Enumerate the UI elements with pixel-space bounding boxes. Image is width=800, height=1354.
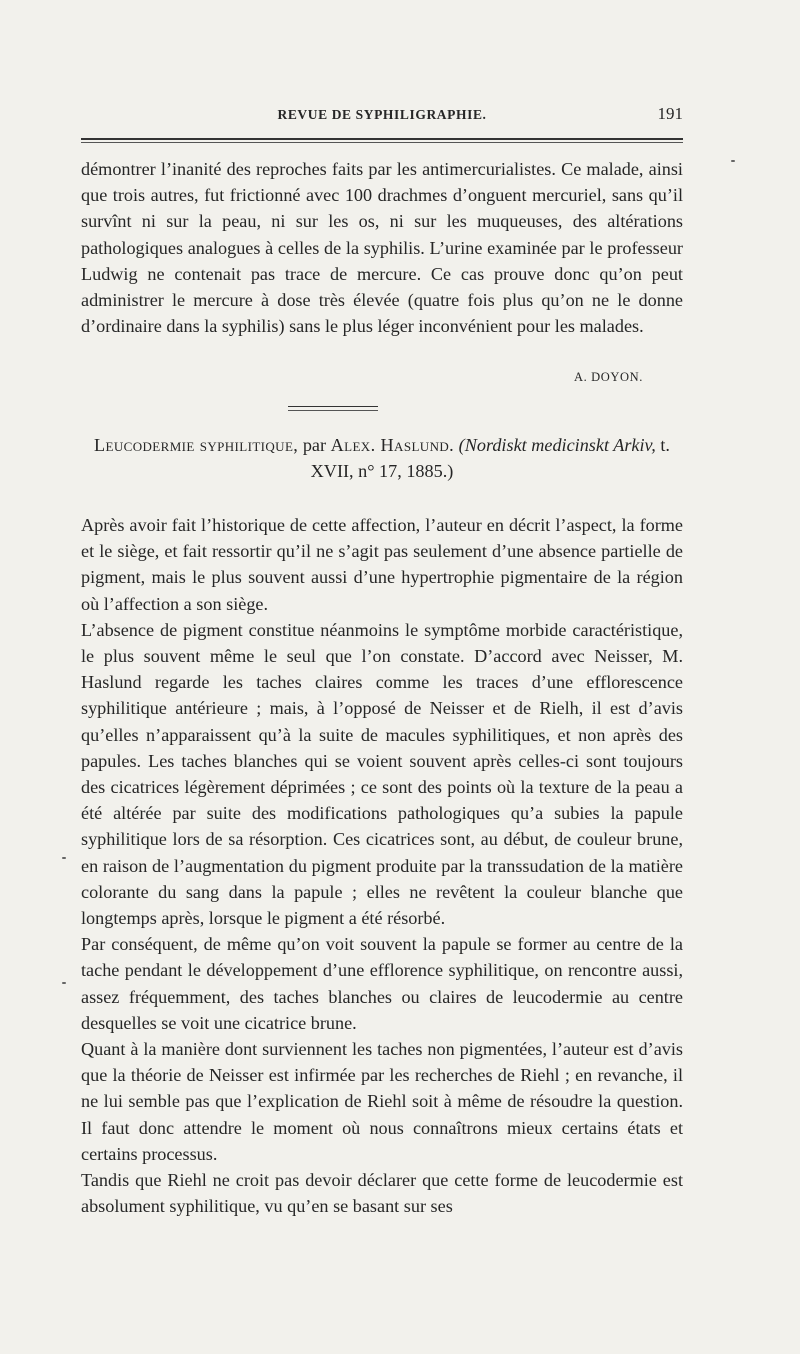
paragraph: démontrer l’inanité des reproches faits par les antimercurialistes. Ce malade, ainsi que trois autres, fut frictionné avec 100 drachmes d’onguent mercuriel, sans qu’il survînt ni sur la peau, ni sur les os, ni sur les muqueuses, des altérations pathologiques analogues à celles de la syphilis. L’urine examinée par le professeur Ludwig ne contenait pas trace de mercure. Ce cas prouve donc qu’on peut administrer le mercure à dose très élevée (quatre fois plus qu’on ne le donne d’ordinaire dans la syphilis) sans le plus léger inconvénient pour les malades. [81,159,683,337]
section-separator [288,406,378,407]
author-signature: A. DOYON. [574,370,643,384]
article-source-journal: (Nordiskt medicinskt Arkiv, [458,435,656,455]
article-title [81,432,683,484]
header-rule [81,138,683,140]
article-body [81,512,683,1219]
margin-speck [731,160,735,162]
running-title: REVUE DE SYPHILIGRAPHIE. [277,107,487,122]
paragraph: Tandis que Riehl ne croit pas devoir déclarer que cette forme de leucodermie est absolument syphilitique, vu qu’en se basant sur ses [81,1170,683,1217]
page-number: 191 [657,104,683,123]
page-header [81,104,683,128]
paragraph: Après avoir fait l’historique de cette affection, l’auteur en décrit l’aspect, la forme et le siège, et fait ressortir qu’il ne s’agit pas seulement d’une absence partielle de pigment, mais le plus souvent aussi d’une hypertrophie pigmentaire de la région où l’affection a son siège. [81,515,683,614]
article-subject: Leucodermie syphilitique, [94,435,299,455]
section-separator-thin [288,410,378,411]
paragraph: Par conséquent, de même qu’on voit souvent la papule se former au centre de la tache pendant le développement d’une efflorence syphilitique, on rencontre aussi, assez fréquemment, des taches blanches ou claires de leucodermie au centre desquelles se voit une cicatrice brune. [81,934,683,1033]
continued-paragraph [81,156,683,339]
article-by: par [302,435,327,455]
header-rule-thin [81,142,683,143]
margin-speck [62,982,66,984]
article-author: Alex. Haslund. [330,435,455,455]
paragraph: L’absence de pigment constitue néanmoins le symptôme morbide caractéristique, le plus souvent même le seul que l’on constate. D’accord avec Neisser, M. Haslund regarde les taches claires comme les traces d’une efflorescence syphilitique antérieure ; mais, à l’opposé de Neisser et de Rielh, il est d’avis qu’elles n’apparaissent qu’à la suite de macules syphilitiques, et non après des papules. Les taches blanches qui se voient souvent après celles-ci sont toujours des cicatrices légèrement déprimées ; ce sont des points où la texture de la peau a été altérée par suite des modifications pathologiques qu’a subies la papule syphilitique lors de sa résorption. Ces cicatrices sont, au début, de couleur brune, en raison de l’augmentation du pigment produite par la transsudation de la matière colorante du sang dans la papule ; elles ne revêtent la couleur blanche que longtemps après, lorsque le pigment a été résorbé. [81,619,683,929]
paragraph: Quant à la manière dont surviennent les taches non pigmentées, l’auteur est d’avis que la théorie de Neisser est infirmée par les recherches de Riehl ; en revanche, il ne lui semble pas que l’explication de Riehl soit à même de résoudre la question. Il faut donc attendre le moment où nous connaîtrons mieux certains états et certains processus. [81,1039,683,1164]
margin-speck [62,857,66,859]
article-source-details: t. XVII, n° 17, 1885.) [310,435,670,481]
